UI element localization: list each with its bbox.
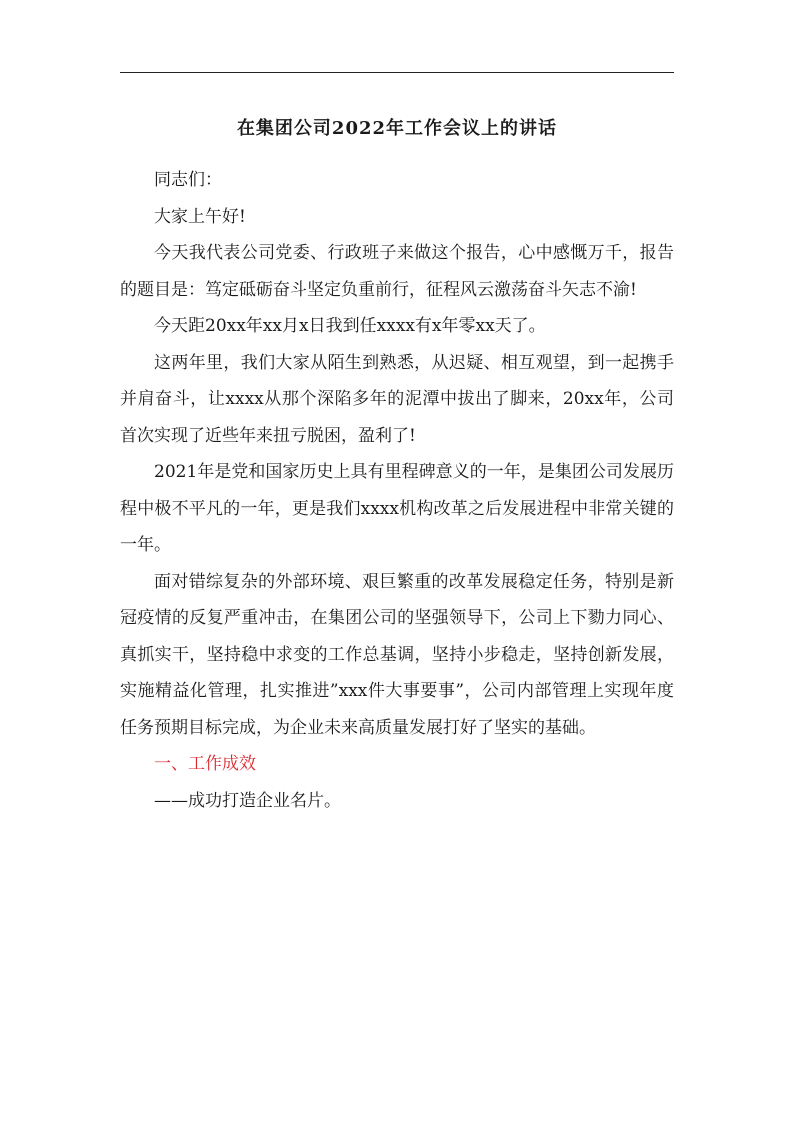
section-heading: 一、工作成效 <box>154 754 256 774</box>
document-body <box>120 162 674 819</box>
paragraph-challenges: 面对错综复杂的外部环境、艰巨繁重的改革发展稳定任务，特别是新冠疫情的反复严重冲击，在集团公司的坚强领导下，公司上下勠力同心、真抓实干，坚持稳中求变的工作总基调，坚持小步稳走，坚持创新发展，实施精益化管理，扎实推进”xxx件大事要事”，公司内部管理上实现年度任务预期目标完成，为企业未来高质量发展打好了坚实的基础。 <box>120 571 674 738</box>
document-title: 在集团公司2022年工作会议上的讲话 <box>236 118 558 139</box>
paragraph-tenure: 今天距20xx年xx月x日我到任xxxx有x年零xx天了。 <box>154 316 546 336</box>
paragraph-greeting: 大家上午好! <box>154 206 246 227</box>
paragraph-two-years: 这两年里，我们大家从陌生到熟悉，从迟疑、相互观望，到一起携手并肩奋斗，让xxxx从那个深陷多年的泥潭中拔出了脚来，20xx年，公司首次实现了近些年来扭亏脱困，盈利了! <box>120 352 674 446</box>
subsection-item: ——成功打造企业名片。 <box>154 790 341 811</box>
paragraph-report-topic: 今天我代表公司党委、行政班子来做这个报告，心中感慨万千，报告的题目是：笃定砥砺奋斗坚定负重前行，征程风云激荡奋斗矢志不渝! <box>120 243 674 300</box>
paragraph-salutation: 同志们： <box>154 170 222 190</box>
paragraph-2021: 2021年是党和国家历史上具有里程碑意义的一年，是集团公司发展历程中极不平凡的一年，更是我们xxxx机构改革之后发展进程中非常关键的一年。 <box>120 462 674 555</box>
header-rule <box>120 72 674 73</box>
